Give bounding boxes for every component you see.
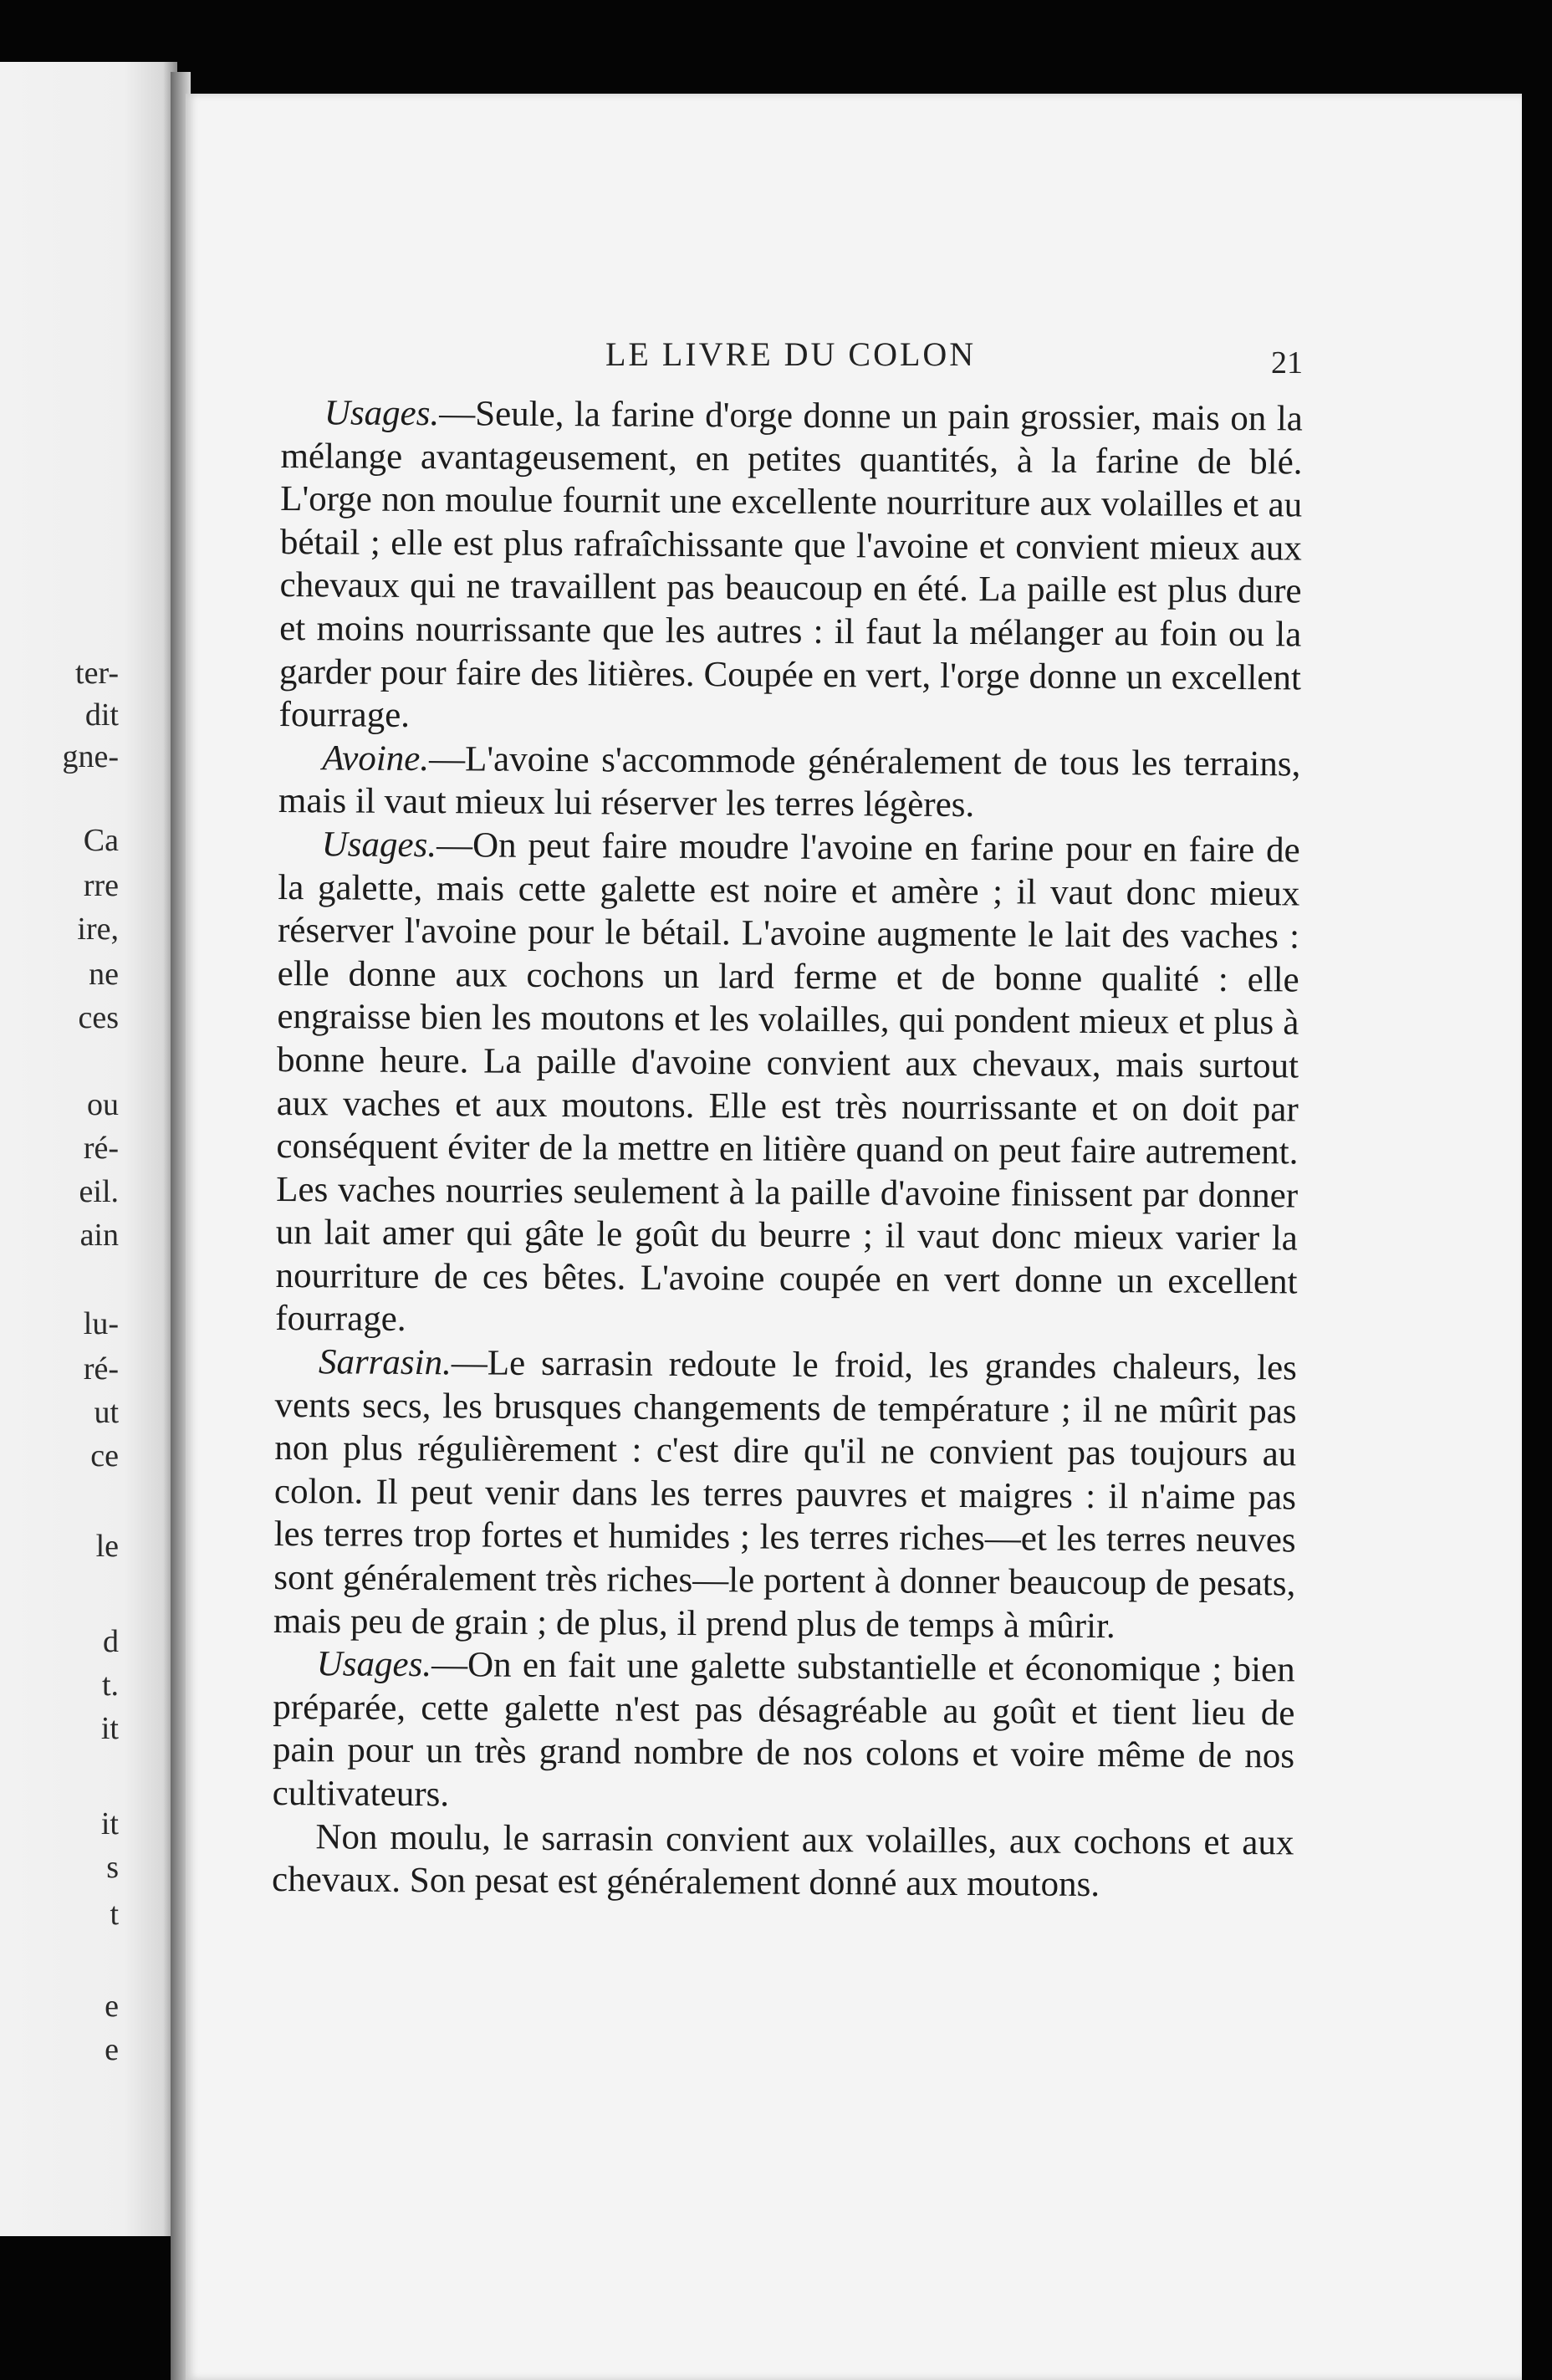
- left-fragment: ou: [87, 1087, 119, 1122]
- left-fragment: ain: [79, 1218, 119, 1253]
- left-fragment: e: [105, 1989, 119, 2024]
- page-number: 21: [1271, 345, 1303, 380]
- left-fragment: ré-: [83, 1131, 119, 1166]
- left-fragment: rre: [83, 868, 119, 903]
- left-fragment: t.: [101, 1668, 119, 1703]
- paragraph-lead: Usages.: [316, 1644, 432, 1685]
- paragraph-sarrasin-usages: [273, 1642, 1295, 1821]
- left-fragment: ut: [94, 1395, 119, 1430]
- left-fragment: s: [106, 1850, 119, 1885]
- paragraph-avoine-usages: [275, 823, 1300, 1347]
- left-fragment: ré-: [83, 1351, 119, 1387]
- left-fragment: le: [95, 1529, 119, 1564]
- left-fragment: t: [110, 1897, 119, 1932]
- paragraph-orge-usages: [278, 391, 1302, 743]
- running-header: LE LIVRE DU COLON: [605, 335, 977, 373]
- left-fragment: lu-: [83, 1306, 119, 1341]
- left-fragment: Ca: [83, 823, 119, 858]
- paragraph-lead: Usages.: [324, 393, 440, 434]
- paragraph-avoine: [278, 737, 1301, 830]
- left-fragment: dit: [84, 697, 119, 733]
- paragraph-lead: Usages.: [321, 825, 437, 866]
- left-fragment: ter-: [75, 656, 119, 691]
- paragraph-sarrasin-non-moulu: [272, 1816, 1294, 1908]
- paragraph-lead: Sarrasin.: [318, 1342, 452, 1383]
- paragraph-text: —Le sarrasin redoute le froid, les grandes chaleurs, les vents secs, les brusques changements de température ; il ne mûrit pas non plus régulièrement : c'est dire qu'il ne convient pas toujours au colon. Il peut venir dans les terres pauvres et maigres : il n'aime pas les terres trop fortes et humides ; les terres riches—et les terres neuves sont généralement très riches—le portent à donner beaucoup de pesats, mais peu de grain ; de plus, il prend plus de temps à mûrir.: [273, 1343, 1298, 1646]
- paragraph-lead: Avoine.: [322, 738, 430, 779]
- left-fragment: it: [100, 1806, 119, 1841]
- paragraph-sarrasin: [273, 1341, 1297, 1649]
- paragraph-text: —On en fait une galette substantielle et économique ; bien préparée, cette galette n'est pas désagréable au goût et tient lieu de pain pour un très grand nombre de nos colons et voire même de nos cultivateurs.: [272, 1645, 1295, 1815]
- left-fragment: it: [100, 1711, 119, 1746]
- paragraph-text: —L'avoine s'accommode généralement de tous les terrains, mais il vaut mieux lui réserver les terres légères.: [278, 738, 1301, 825]
- left-fragment: eil.: [79, 1174, 119, 1209]
- left-fragment: d: [103, 1624, 119, 1659]
- left-fragment: ne: [89, 957, 119, 992]
- paragraph-text: Non moulu, le sarrasin convient aux volailles, aux cochons et aux chevaux. Son pesat est généralement donné aux moutons.: [271, 1816, 1294, 1905]
- left-fragment: ce: [90, 1438, 119, 1473]
- paragraph-text: —On peut faire moudre l'avoine en farine pour en faire de la galette, mais cette galette est noire et amère ; il vaut donc mieux réserver l'avoine pour le bétail. L'avoine augmente le lait des vaches : elle donne aux cochons un lard ferme et de bonne qualité : elle engraisse bien les moutons et les volailles, qui pondent mieux et plus à bonne heure. La paille d'avoine convient aux chevaux, mais surtout aux vaches et aux moutons. Elle est très nourrissante et on doit par conséquent éviter de la mettre en litière quand on peut faire autrement. Les vaches nourries seulement à la paille d'avoine finissent par donner un lait amer qui gâte le goût du beurre ; il vaut donc mieux varier la nourriture de ces bêtes. L'avoine coupée en vert donne un excellent fourrage.: [275, 825, 1300, 1340]
- left-fragment: ire,: [77, 912, 119, 947]
- left-page-edge: [0, 62, 177, 2236]
- page-body: [272, 391, 1303, 1908]
- left-fragment: e: [105, 2032, 119, 2067]
- paragraph-text: —Seule, la farine d'orge donne un pain grossier, mais on la mélange avantageusement, en petites quantités, à la farine de blé. L'orge non moulue fournit une excellente nourriture aux volailles et au bétail ; elle est plus rafraîchissante que l'avoine et convient mieux aux chevaux qui ne travaillent pas beaucoup en été. La paille est plus dure et moins nourrissante que les autres : il faut la mélanger au foin ou la garder pour faire des litières. Coupée en vert, l'orge donne un excellent fourrage.: [278, 394, 1303, 736]
- left-fragment: gne-: [62, 739, 119, 774]
- left-fragment: ces: [78, 1000, 119, 1035]
- left-page-text-fragments: [0, 62, 177, 2236]
